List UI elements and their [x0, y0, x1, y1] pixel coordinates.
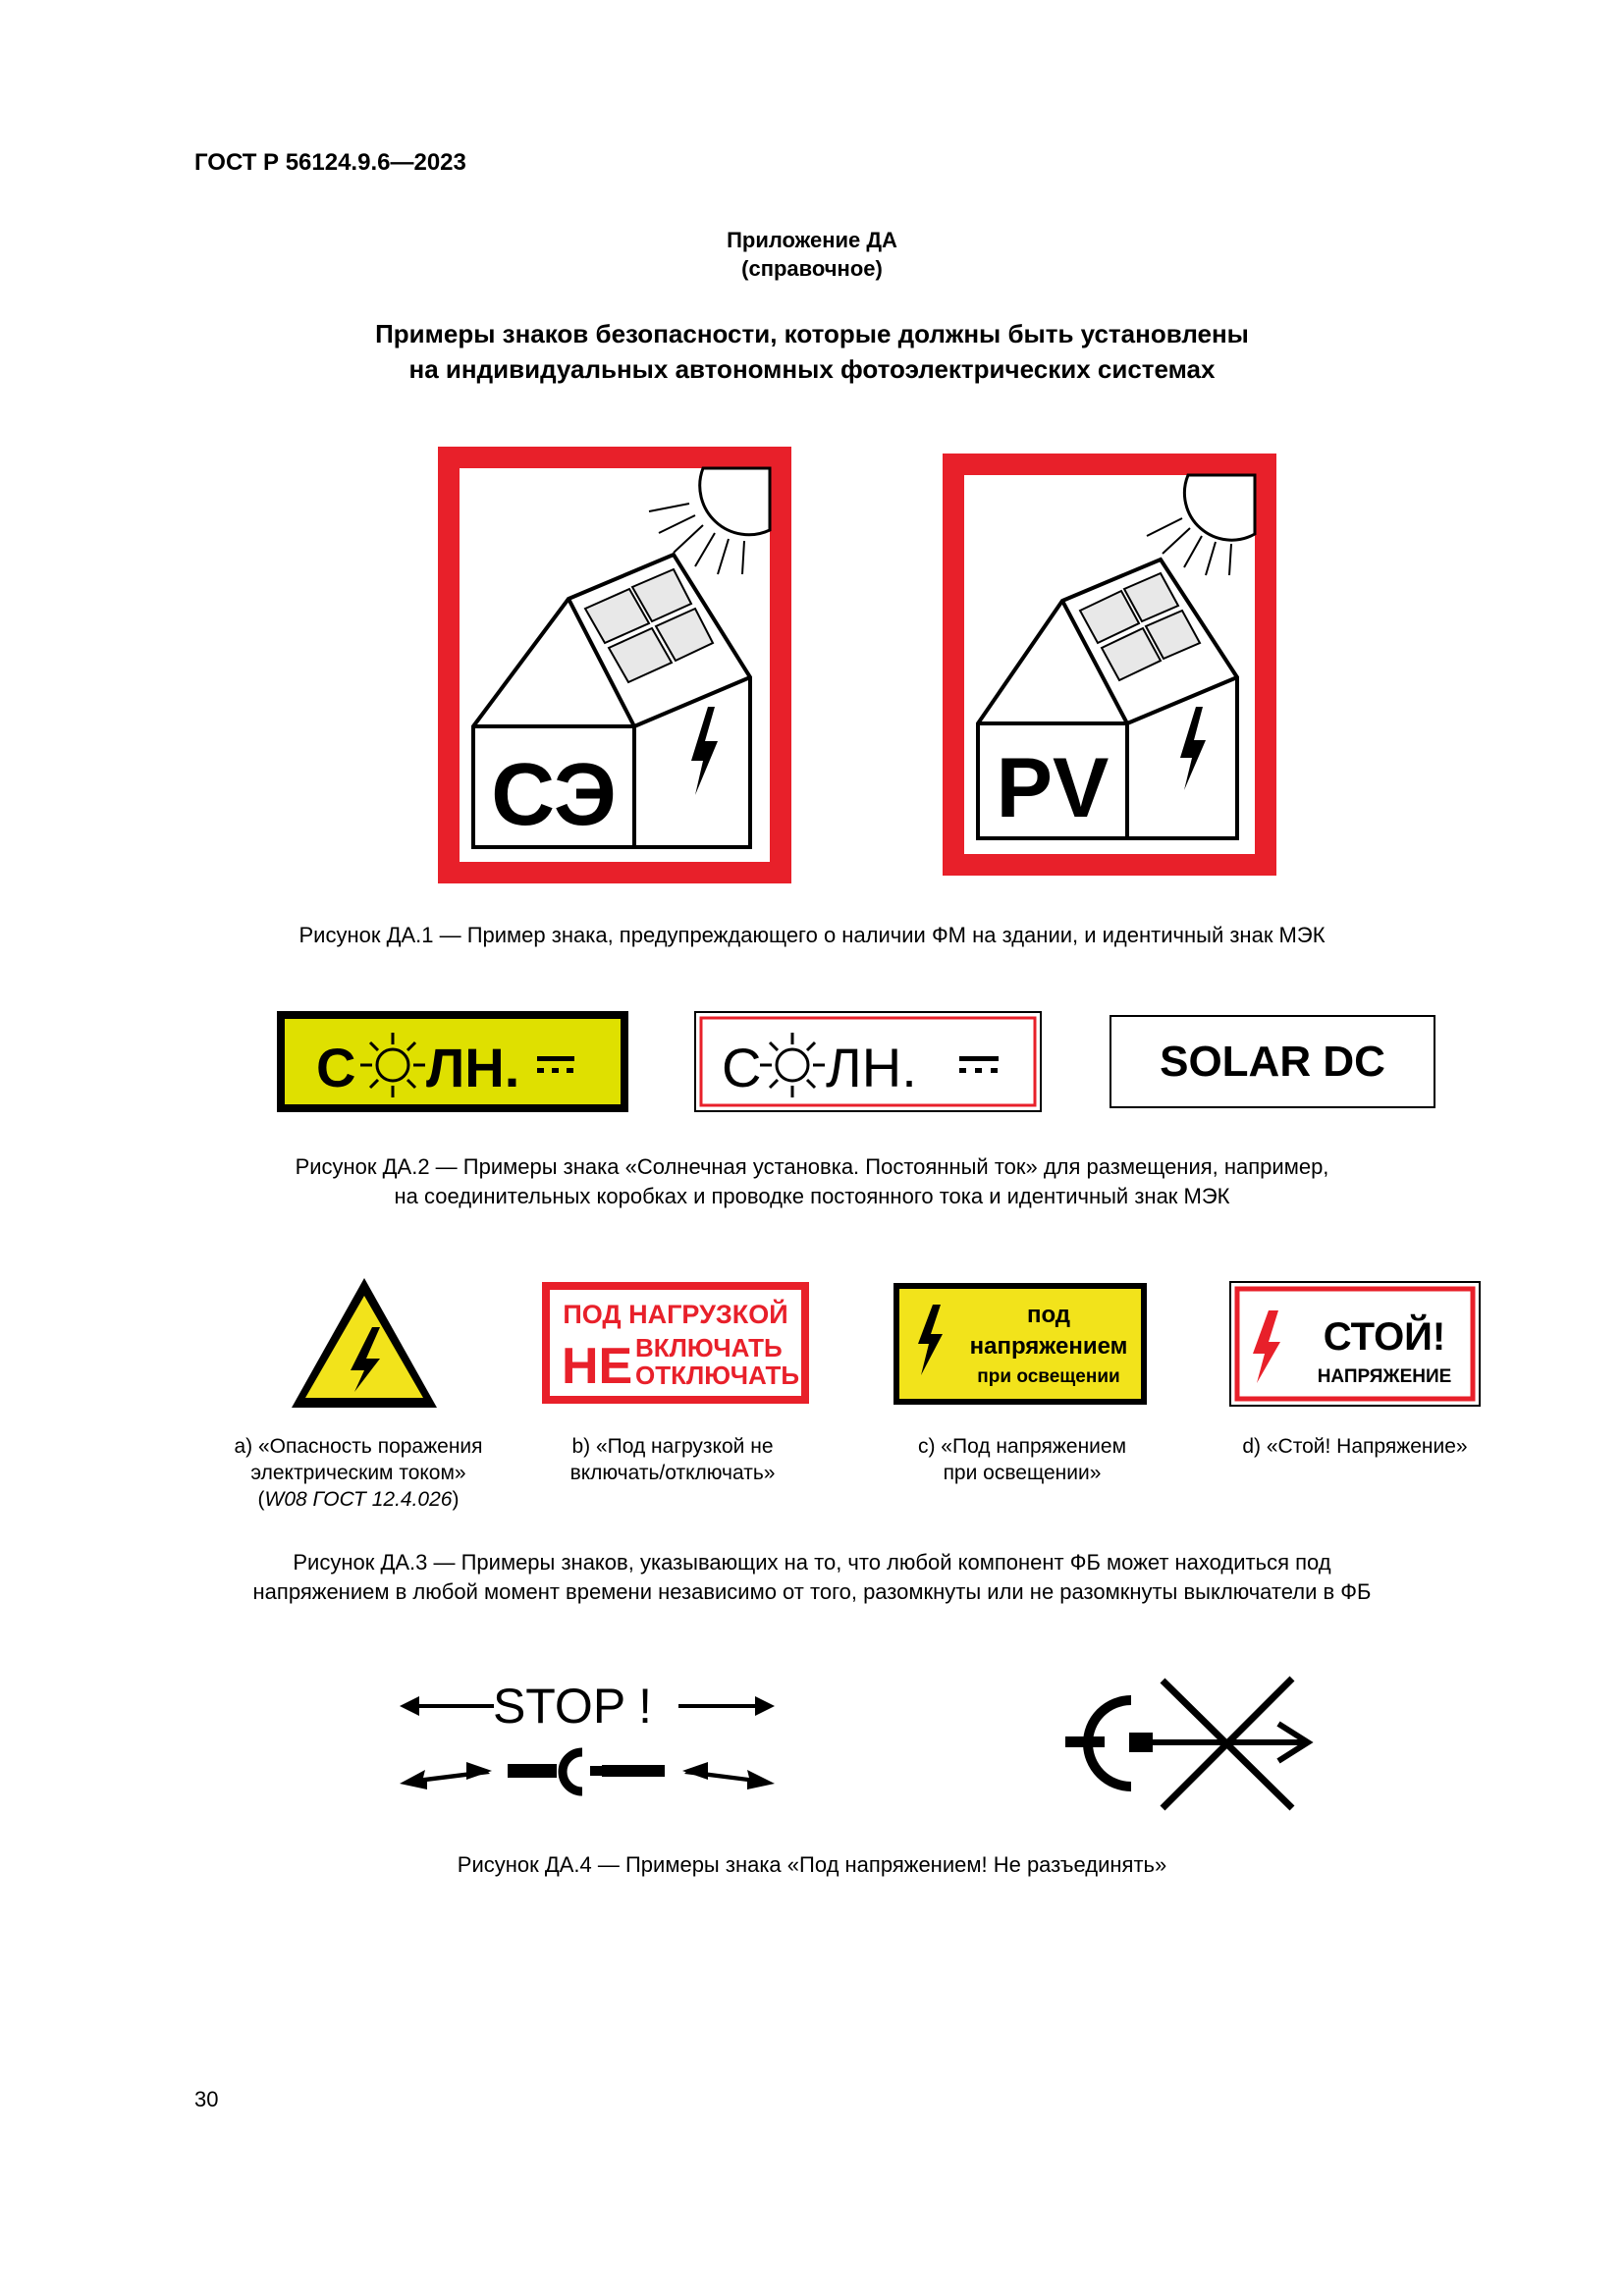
sign-red-text-a: С [722, 1037, 762, 1098]
sign-b-big: НЕ [562, 1338, 633, 1395]
sign-b-line1: ПОД НАГРУЗКОЙ [563, 1300, 788, 1329]
sign-a-label-line2: электрическим током» [250, 1462, 466, 1484]
page-number: 30 [194, 2087, 219, 2111]
sign-b-line2: ВКЛЮЧАТЬ [635, 1333, 783, 1362]
sign-a-label-line3: (W08 ГОСТ 12.4.026) [257, 1488, 460, 1511]
sign-c-line1: под [1026, 1302, 1071, 1328]
sign-c-line3: при освещении [977, 1366, 1120, 1387]
sign-yellow-text-b: ЛН. [426, 1037, 520, 1098]
caption-da2-line1: Рисунок ДА.2 — Примеры знака «Солнечная установка. Постоянный ток» для размещения, например, [295, 1154, 1329, 1179]
electric-hazard-triangle-sign [290, 1276, 439, 1410]
sign-a-standard-ref: W08 ГОСТ 12.4.026 [264, 1488, 453, 1511]
solar-dc-sign-red [694, 1011, 1042, 1112]
annex-title [0, 316, 1624, 387]
document-code: ГОСТ Р 56124.9.6—2023 [194, 149, 466, 176]
sign-yellow-text-a: С [316, 1037, 356, 1098]
sign2-label: PV [996, 741, 1110, 835]
sign-red-text-b: ЛН. [826, 1037, 917, 1098]
sign-c-label [877, 1433, 1167, 1486]
annex-heading [0, 226, 1624, 283]
sign-b-label [530, 1433, 815, 1486]
do-not-disconnect-symbol [1060, 1671, 1316, 1813]
caption-da3-line1: Рисунок ДА.3 — Примеры знаков, указывающих на то, что любой компонент ФБ может находиться под [293, 1550, 1331, 1575]
sign-d-label [1208, 1433, 1502, 1460]
sign-d-line2: НАПРЯЖЕНИЕ [1317, 1366, 1452, 1387]
figure-caption-da3 [118, 1548, 1506, 1607]
title-line2: на индивидуальных автономных фотоэлектрических системах [408, 354, 1216, 384]
sign1-label: СЭ [491, 746, 617, 844]
sign-b-label-line2: включать/отключать» [569, 1462, 776, 1484]
title-line1: Примеры знаков безопасности, которые должны быть установлены [375, 319, 1249, 348]
solar-dc-sign-yellow [277, 1011, 628, 1112]
sign-d-line1: СТОЙ! [1323, 1315, 1446, 1359]
sign-solar-dc-text: SOLAR DC [1160, 1038, 1385, 1086]
caption-da2-line2: на соединительных коробках и проводке постоянного тока и идентичный знак МЭК [394, 1184, 1230, 1208]
caption-da3-line2: напряжением в любой момент времени независимо от того, разомкнуты или не разомкнуты выключатели в ФБ [252, 1579, 1372, 1604]
figure-caption-da1: Рисунок ДА.1 — Пример знака, предупреждающего о наличии ФМ на здании, и идентичный знак МЭК [298, 923, 1326, 947]
stop-do-not-disconnect-sign [398, 1674, 781, 1801]
sign-a-label-line1: а) «Опасность поражения [234, 1435, 483, 1458]
figure-caption-da4: Рисунок ДА.4 — Примеры знака «Под напряжением! Не разъединять» [457, 1852, 1167, 1877]
annex-line2: (справочное) [741, 256, 883, 281]
sign-stop-text: STOP ! [492, 1679, 653, 1734]
figure-caption-da2 [118, 1152, 1506, 1211]
sign-c-line2: напряжением [969, 1333, 1128, 1360]
sign-b-line3: ОТКЛЮЧАТЬ [635, 1361, 800, 1390]
sign-d-label-line1: d) «Стой! Напряжение» [1242, 1435, 1468, 1458]
sign-c-label-line2: при освещении» [943, 1462, 1102, 1484]
load-switch-warning-sign [542, 1282, 809, 1404]
solar-dc-sign-iec [1110, 1015, 1435, 1108]
sign-a-label [196, 1433, 520, 1513]
sign-c-label-line1: с) «Под напряжением [917, 1435, 1127, 1458]
pv-building-sign-ru [438, 447, 791, 883]
pv-building-sign-iec [943, 454, 1276, 876]
annex-line1: Приложение ДА [727, 228, 897, 252]
sign-b-label-line1: b) «Под нагрузкой не [571, 1435, 774, 1458]
stop-voltage-sign [1229, 1281, 1481, 1407]
live-when-lit-sign [893, 1283, 1147, 1405]
